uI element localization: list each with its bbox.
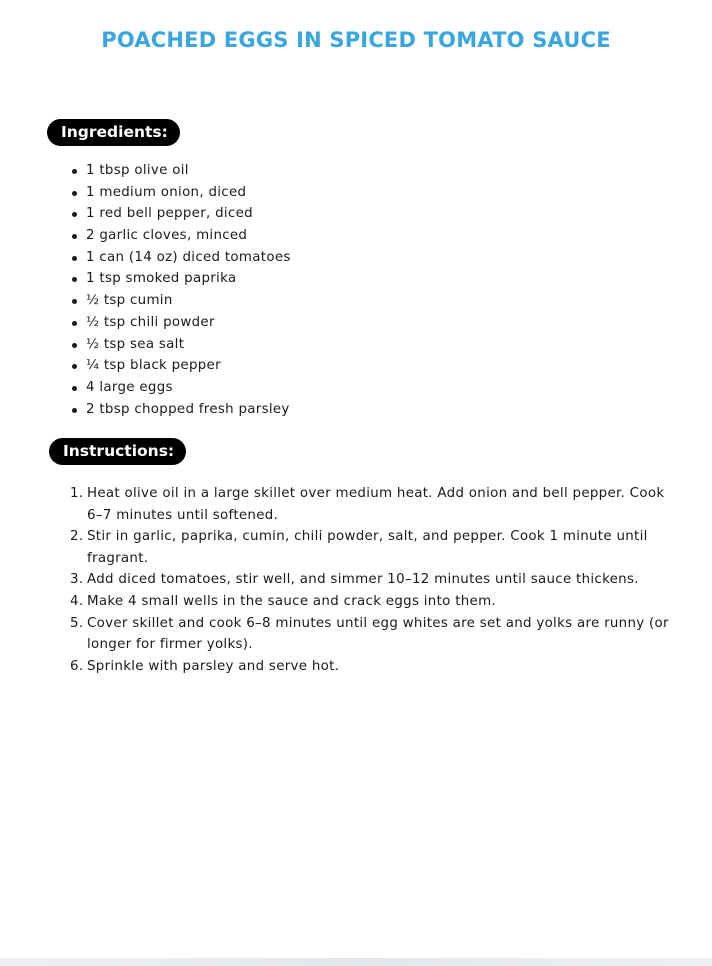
step-text: Stir in garlic, paprika, cumin, chili powder, salt, and pepper. Cook 1 minute until fragrant. [87,529,648,566]
ingredients-list [70,160,291,420]
step-text: Cover skillet and cook 6–8 minutes until egg whites are set and yolks are runny (or longer for firmer yolks). [87,615,669,653]
step-text: Heat olive oil in a large skillet over medium heat. Add onion and bell pepper. Cook 6–7 minutes until softened. [87,486,665,523]
instruction-step [70,591,680,613]
ingredient-item: 1 can (14 oz) diced tomatoes [70,247,291,269]
page-title: POACHED EGGS IN SPICED TOMATO SAUCE [101,28,611,52]
instruction-step [70,526,680,569]
step-number: 2. [70,529,84,545]
instructions-heading: Instructions: [49,438,186,465]
bottom-edge-bar [0,958,712,966]
ingredient-item: ¼ tsp black pepper [70,355,291,377]
ingredient-item: ½ tsp cumin [70,290,291,312]
ingredients-heading: Ingredients: [47,119,180,146]
ingredient-item: 4 large eggs [70,377,291,399]
step-number: 1. [70,486,84,501]
ingredient-item: 2 tbsp chopped fresh parsley [70,399,291,421]
ingredient-item: 1 red bell pepper, diced [70,203,291,225]
instruction-step [70,569,680,591]
step-number: 4. [70,593,84,609]
ingredient-item: 1 tsp smoked paprika [70,268,291,290]
instructions-list [70,483,680,677]
step-text: Make 4 small wells in the sauce and crack eggs into them. [87,593,496,609]
ingredient-item: 1 tbsp olive oil [70,160,291,182]
instruction-step [70,613,680,656]
ingredient-item: 1 medium onion, diced [70,182,291,204]
step-number: 6. [70,658,84,674]
step-number: 5. [70,615,84,631]
ingredient-item: 2 garlic cloves, minced [70,225,291,247]
instruction-step [70,656,680,678]
instruction-step [70,483,680,526]
step-text: Add diced tomatoes, stir well, and simmer 10–12 minutes until sauce thickens. [87,572,639,588]
ingredient-item: ½ tsp chili powder [70,312,291,334]
step-text: Sprinkle with parsley and serve hot. [87,658,340,674]
ingredient-item: ½ tsp sea salt [70,334,291,356]
step-number: 3. [70,572,84,588]
